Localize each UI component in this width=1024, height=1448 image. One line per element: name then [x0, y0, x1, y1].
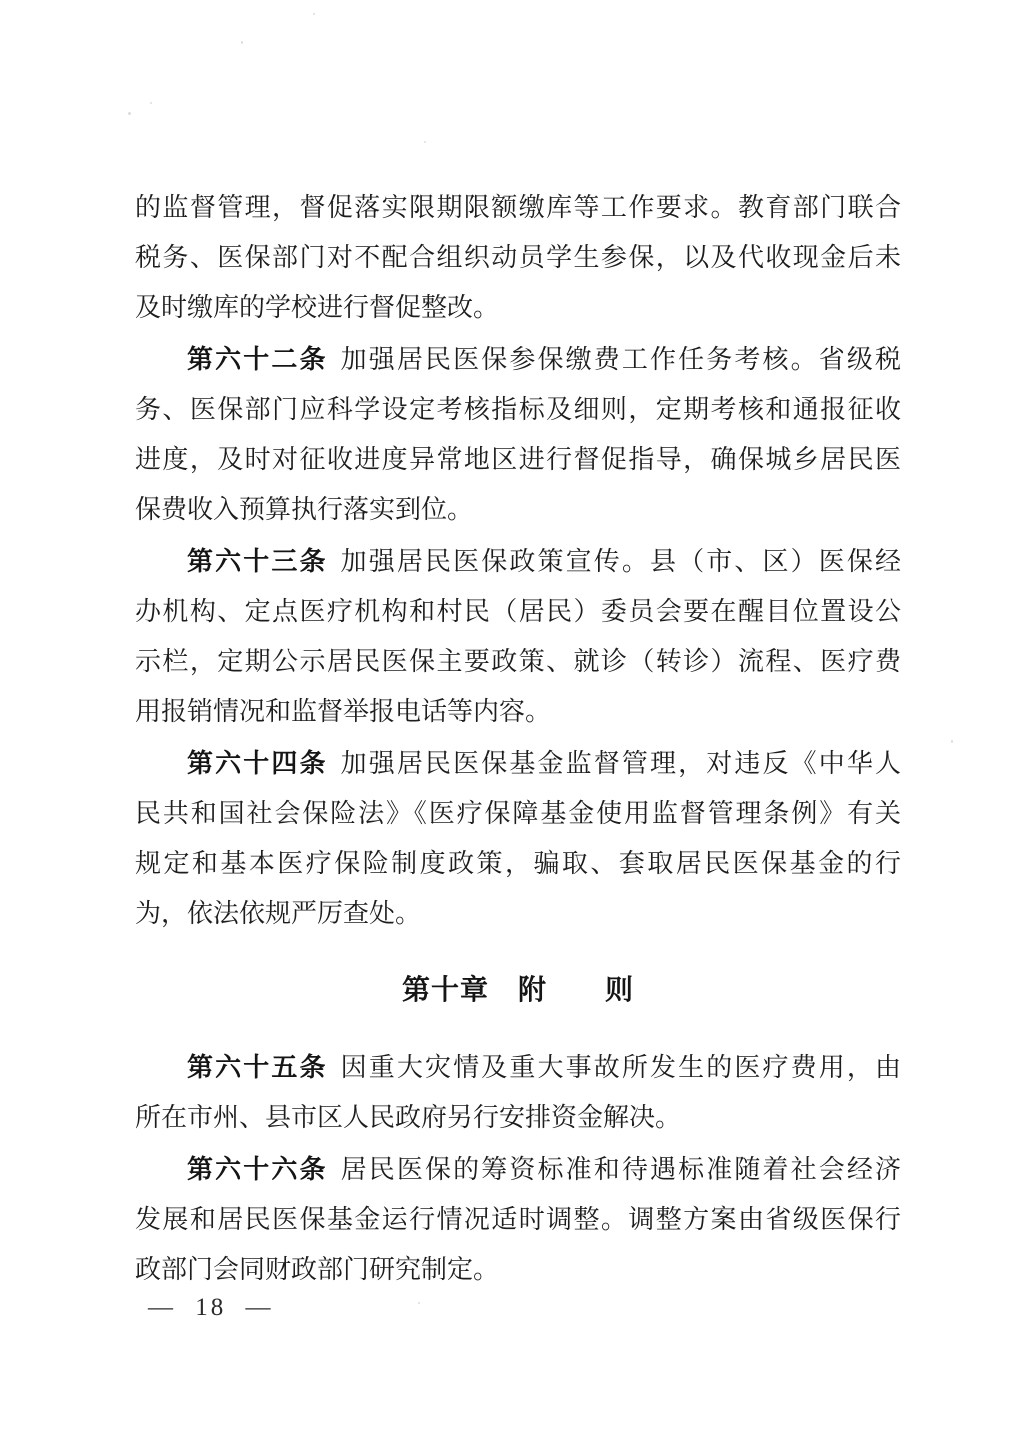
- text-line: 用报销情况和监督举报电话等内容。: [135, 697, 552, 726]
- text-line: 的监督管理，督促落实限期限额缴库等工作要求。教育部门联合: [135, 193, 901, 222]
- article-term: 第六十六条: [187, 1155, 328, 1184]
- text-line: [135, 739, 901, 789]
- text-line: 务、医保部门应科学设定考核指标及细则，定期考核和通报征收: [135, 395, 901, 424]
- text-line: [135, 537, 901, 587]
- text-line: 税务、医保部门对不配合组织动员学生参保，以及代收现金后未: [135, 243, 901, 272]
- article-term: 第六十五条: [187, 1053, 328, 1082]
- paragraph-article-63: [135, 537, 901, 737]
- text-line: 进度，及时对征收进度异常地区进行督促指导，确保城乡居民医: [135, 445, 901, 474]
- text-line: [135, 1145, 901, 1195]
- article-term: 第六十三条: [187, 547, 328, 576]
- article-term: 第六十二条: [187, 345, 328, 374]
- scan-speckle: [951, 740, 953, 743]
- article-first-line-text: 加强居民医保政策宣传。县（市、区）医保经: [340, 547, 901, 576]
- paragraph-article-66: [135, 1145, 901, 1295]
- text-line: 所在市州、县市区人民政府另行安排资金解决。: [135, 1103, 682, 1132]
- text-line: 示栏，定期公示居民医保主要政策、就诊（转诊）流程、医疗费: [135, 647, 901, 676]
- text-line: 保费收入预算执行落实到位。: [135, 495, 474, 524]
- scan-speckle: [241, 41, 243, 44]
- text-line: [135, 1043, 901, 1093]
- page-number: — 18 —: [148, 1294, 274, 1321]
- text-line: 发展和居民医保基金运行情况适时调整。调整方案由省级医保行: [135, 1205, 901, 1234]
- scan-speckle: [424, 141, 426, 143]
- article-first-line-text: 加强居民医保基金监督管理，对违反《中华人: [340, 749, 901, 778]
- text-line: 及时缴库的学校进行督促整改。: [135, 293, 500, 322]
- text-line: 规定和基本医疗保险制度政策，骗取、套取居民医保基金的行: [135, 849, 901, 878]
- paragraph-continuation: [135, 183, 901, 333]
- chapter-heading: 第十章 附 则: [401, 975, 634, 1006]
- scan-speckle: [418, 1302, 420, 1304]
- paragraph-article-62: [135, 335, 901, 535]
- text-line: 民共和国社会保险法》《医疗保障基金使用监督管理条例》有关: [135, 799, 901, 828]
- scan-speckle: [128, 112, 131, 115]
- article-first-line-text: 居民医保的筹资标准和待遇标准随着社会经济: [340, 1155, 901, 1184]
- scan-speckle: [150, 102, 152, 104]
- text-line: [135, 335, 901, 385]
- article-first-line-text: 因重大灾情及重大事故所发生的医疗费用，由: [340, 1053, 901, 1082]
- article-term: 第六十四条: [187, 749, 328, 778]
- text-line: 为，依法依规严厉查处。: [135, 899, 422, 928]
- paragraph-article-65: [135, 1043, 901, 1143]
- article-first-line-text: 加强居民医保参保缴费工作任务考核。省级税: [340, 345, 901, 374]
- text-line: 政部门会同财政部门研究制定。: [135, 1255, 500, 1284]
- paragraph-article-64: [135, 739, 901, 939]
- document-text-block: [135, 183, 901, 1295]
- text-line: 办机构、定点医疗机构和村民（居民）委员会要在醒目位置设公: [135, 597, 901, 626]
- scan-speckle: [313, 13, 315, 15]
